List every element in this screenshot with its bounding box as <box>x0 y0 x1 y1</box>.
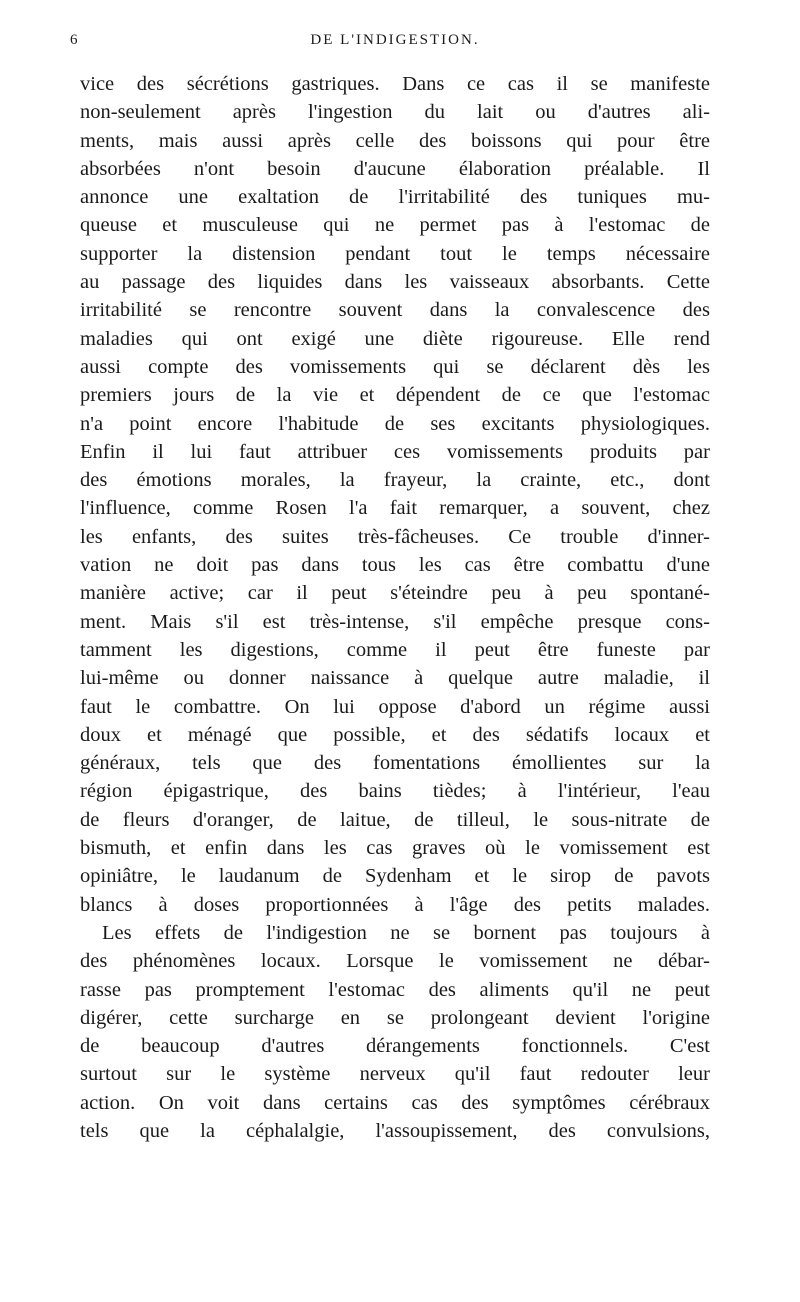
body-text <box>80 70 710 1145</box>
text-line: faut le combattre. On lui oppose d'abord un régime aussi <box>80 695 710 718</box>
text-line: vice des sécrétions gastriques. Dans ce cas il se manifeste <box>80 73 710 95</box>
text-line: ment. Mais s'il est très-intense, s'il empêche presque cons- <box>80 610 710 633</box>
text-line: l'influence, comme Rosen l'a fait remarquer, a souvent, chez <box>80 497 710 520</box>
text-line: doux et ménagé que possible, et des sédatifs locaux et <box>80 723 710 746</box>
text-line: n'a point encore l'habitude de ses excitants physiologiques. <box>80 412 710 435</box>
page-header <box>70 30 710 70</box>
text-line: tels que la céphalalgie, l'assoupissement, des convulsions, <box>80 1119 710 1142</box>
text-line: irritabilité se rencontre souvent dans la convalescence des <box>80 299 710 322</box>
text-line: bismuth, et enfin dans les cas graves où le vomissement est <box>80 837 710 860</box>
page-number: 6 <box>70 32 79 48</box>
text-line: absorbées n'ont besoin d'aucune élaboration préalable. Il <box>80 157 710 180</box>
text-line: au passage des liquides dans les vaisseaux absorbants. Cette <box>80 271 710 294</box>
text-line: ments, mais aussi après celle des boissons qui pour être <box>80 129 710 152</box>
text-line: maladies qui ont exigé une diète rigoureuse. Elle rend <box>80 327 710 350</box>
text-line: queuse et musculeuse qui ne permet pas à l'estomac de <box>80 214 710 237</box>
text-line: blancs à doses proportionnées à l'âge des petits malades. <box>80 893 710 916</box>
text-line: lui-même ou donner naissance à quelque autre maladie, il <box>80 667 710 690</box>
paragraph-start-line: Les effets de l'indigestion ne se bornent pas toujours à <box>102 921 710 944</box>
text-line: surtout sur le système nerveux qu'il faut redouter leur <box>80 1063 710 1086</box>
text-line: digérer, cette surcharge en se prolongeant devient l'origine <box>80 1006 710 1029</box>
text-line: tamment les digestions, comme il peut être funeste par <box>80 638 710 661</box>
text-line: rasse pas promptement l'estomac des aliments qu'il ne peut <box>80 978 710 1001</box>
text-line: annonce une exaltation de l'irritabilité des tuniques mu- <box>80 186 710 209</box>
text-line: de fleurs d'oranger, de laitue, de tilleul, le sous-nitrate de <box>80 808 710 831</box>
text-line: non-seulement après l'ingestion du lait ou d'autres ali- <box>80 101 710 124</box>
text-line: généraux, tels que des fomentations émollientes sur la <box>80 752 710 775</box>
text-line: manière active; car il peut s'éteindre peu à peu spontané- <box>80 582 710 605</box>
running-head: DE L'INDIGESTION. <box>310 32 480 48</box>
text-line: aussi compte des vomissements qui se déclarent dès les <box>80 355 710 378</box>
text-line: supporter la distension pendant tout le temps nécessaire <box>80 242 710 265</box>
text-line: opiniâtre, le laudanum de Sydenham et le sirop de pavots <box>80 865 710 888</box>
text-line: action. On voit dans certains cas des symptômes cérébraux <box>80 1091 710 1114</box>
text-line: des émotions morales, la frayeur, la crainte, etc., dont <box>80 469 710 492</box>
text-line: des phénomènes locaux. Lorsque le vomissement ne débar- <box>80 950 710 973</box>
text-line: Enfin il lui faut attribuer ces vomissements produits par <box>80 440 710 463</box>
text-line: de beaucoup d'autres dérangements fonctionnels. C'est <box>80 1035 710 1058</box>
text-line: vation ne doit pas dans tous les cas être combattu d'une <box>80 554 710 577</box>
text-line: les enfants, des suites très-fâcheuses. Ce trouble d'inner- <box>80 525 710 548</box>
book-page <box>70 30 710 1145</box>
text-line: premiers jours de la vie et dépendent de ce que l'estomac <box>80 384 710 407</box>
text-line: région épigastrique, des bains tièdes; à l'intérieur, l'eau <box>80 780 710 803</box>
